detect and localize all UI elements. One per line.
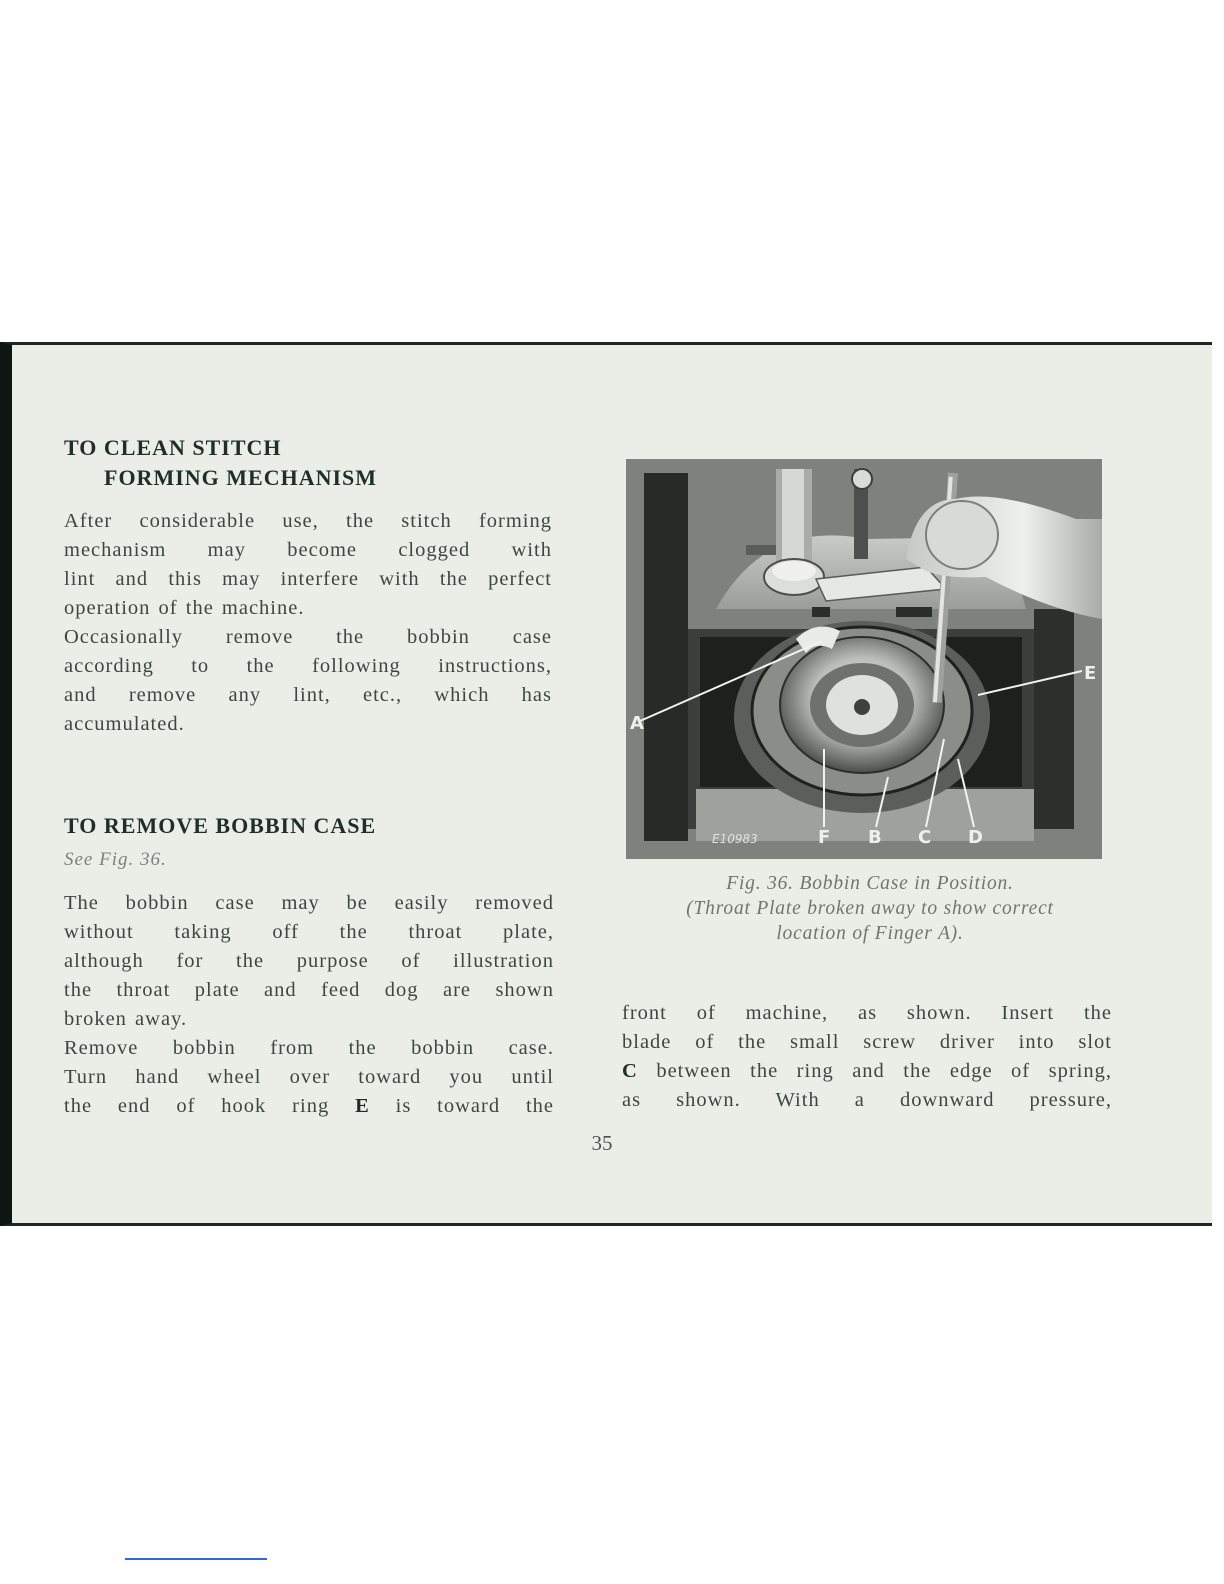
photo-illustration <box>626 459 1102 859</box>
bobbin-case-photo <box>626 459 1102 859</box>
caption-line: (Throat Plate broken away to show correct <box>686 898 1054 919</box>
heading-line-2: FORMING MECHANISM <box>104 465 378 490</box>
page-number: 35 <box>591 1131 613 1155</box>
continuation-paragraph <box>622 999 1112 1115</box>
caption-line: Fig. 36. Bobbin Case in Position. <box>726 873 1014 894</box>
heading-line-1: TO CLEAN STITCH <box>64 435 282 460</box>
text-line <box>622 1057 1112 1086</box>
label-e: E <box>1084 663 1097 684</box>
text-line: according to the following instructions, <box>64 655 552 677</box>
figure-reference: See Fig. 36. <box>64 849 167 870</box>
text-line: as shown. With a downward pressure, <box>622 1089 1112 1111</box>
remove-bobbin-paragraph <box>64 889 554 1121</box>
text-fragment: is toward the <box>395 1095 555 1117</box>
manual-page <box>0 342 1212 1226</box>
label-d: D <box>968 827 983 848</box>
figure-caption <box>622 871 1118 946</box>
text-line: without taking off the throat plate, <box>64 921 554 943</box>
text-line: the throat plate and feed dog are shown <box>64 979 554 1001</box>
text-line: Remove bobbin from the bobbin case. <box>64 1037 554 1059</box>
text-line: Occasionally remove the bobbin case <box>64 626 552 648</box>
text-line: The bobbin case may be easily removed <box>64 892 554 914</box>
text-line <box>64 1092 554 1121</box>
text-line: broken away. <box>64 1008 188 1030</box>
text-fragment: the end of hook ring <box>64 1095 330 1117</box>
text-line: mechanism may become clogged with <box>64 539 552 561</box>
text-line: and remove any lint, etc., which has <box>64 684 552 706</box>
ref-letter-e: E <box>355 1095 370 1117</box>
text-fragment: between the ring and the edge of spring, <box>656 1060 1113 1082</box>
label-f: F <box>818 827 831 848</box>
text-line: although for the purpose of illustration <box>64 950 554 972</box>
text-line: front of machine, as shown. Insert the <box>622 1002 1112 1024</box>
clean-instructions-paragraph <box>64 507 552 739</box>
label-a: A <box>630 713 644 734</box>
caption-line: location of Finger A). <box>776 923 964 944</box>
text-line: blade of the small screw driver into slot <box>622 1031 1112 1053</box>
label-c: C <box>918 827 932 848</box>
label-b: B <box>868 827 882 848</box>
text-line: After considerable use, the stitch forming <box>64 510 552 532</box>
text-line: lint and this may interfere with the perfect <box>64 568 552 590</box>
section-heading-remove-bobbin: TO REMOVE BOBBIN CASE <box>64 813 377 838</box>
footer-rule <box>125 1558 267 1560</box>
section-heading-clean-stitch <box>64 433 544 493</box>
ref-letter-c: C <box>622 1060 638 1082</box>
text-line: Turn hand wheel over toward you until <box>64 1066 554 1088</box>
text-line: accumulated. <box>64 713 185 735</box>
photo-code: E10983 <box>712 832 758 846</box>
text-line: operation of the machine. <box>64 597 305 619</box>
